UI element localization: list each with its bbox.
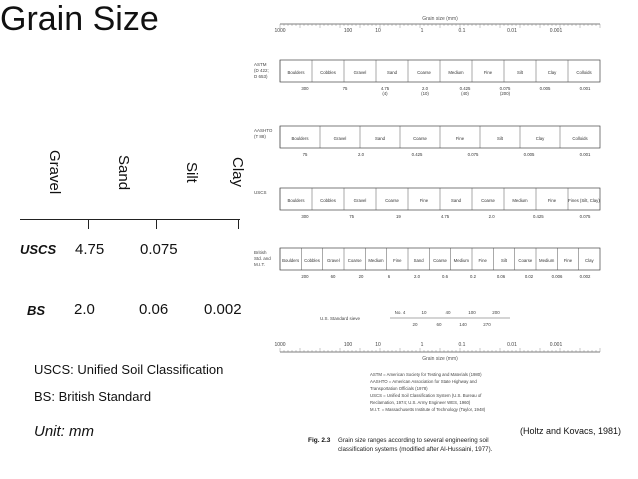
scale-tick-sand-silt	[156, 219, 157, 229]
system-cell-2-7: Medium	[512, 198, 528, 203]
system-cell-1-4: Fine	[455, 136, 465, 141]
system-limit-3-2: 20	[358, 274, 364, 279]
system-cell-0-5: Medium	[448, 70, 464, 75]
system-name-3: British	[254, 250, 267, 255]
figure-axis-title-bottom: Grain size (mm)	[422, 356, 458, 362]
system-limit-2-0: 300	[301, 214, 309, 219]
scale-label-sand: Sand	[115, 155, 132, 191]
slide-title: Grain Size	[0, 0, 159, 38]
system-limit-1-2: 0.425	[411, 152, 423, 157]
grain-size-figure	[250, 12, 610, 467]
sieve-bottom-2: 140	[459, 322, 467, 327]
unit-label: Unit: mm	[34, 423, 94, 440]
scale-tick-uscs-gravel-sand	[88, 219, 89, 229]
scale-tick-silt-clay	[238, 219, 239, 229]
figure-axis-tick-bottom: 100	[343, 342, 353, 348]
figure-legend-line-1: AASHTO = American Association for State Highway and	[370, 379, 477, 384]
system-limit-2-2: 19	[395, 214, 401, 219]
note-uscs: USCS: Unified Soil Classification	[34, 362, 224, 377]
system-limit-2-6: 0.075	[579, 214, 591, 219]
system-cell-3-6: Sand	[413, 258, 424, 263]
system-name-1: AASHTO	[254, 128, 273, 133]
sieve-bottom-1: 60	[436, 322, 442, 327]
citation: (Holtz and Kovacs, 1981)	[520, 426, 622, 436]
sieve-top-0: No. 4	[394, 310, 406, 315]
system-name-3: M.I.T.	[254, 262, 265, 267]
scale-axis	[20, 219, 240, 220]
system-limit-0-5: (200)	[499, 91, 511, 96]
system-cell-3-3: Coarse	[347, 258, 362, 263]
system-limit-2-4: 2.0	[488, 214, 495, 219]
figure-caption-line-2: classification systems (modified after Al-Hussaini, 1977).	[338, 446, 493, 453]
system-limit-0-0: 300	[301, 86, 309, 91]
figure-legend-line-3: USCS = Unified Soil Classification System (U.S. Bureau of	[370, 393, 482, 398]
system-cell-1-3: Coarse	[413, 136, 427, 141]
system-cell-2-2: Gravel	[353, 198, 367, 203]
figure-axis-tick-bottom: 10	[375, 342, 381, 348]
scale-label-gravel: Gravel	[46, 150, 63, 195]
figure-axis-title-top: Grain size (mm)	[422, 16, 458, 22]
sieve-top-2: 40	[445, 310, 451, 315]
system-cell-3-0: Boulders	[282, 258, 300, 263]
system-limit-0-2: 4.75	[380, 86, 390, 91]
system-limit-2-5: 0.425	[532, 214, 544, 219]
bs-value-2: 0.06	[139, 301, 169, 318]
row-label-uscs: USCS	[20, 242, 57, 257]
system-cell-0-1: Cobbles	[320, 70, 336, 75]
system-cell-1-5: Silt	[497, 136, 503, 141]
system-cell-1-6: Clay	[535, 136, 545, 141]
figure-axis-tick-bottom: 1	[420, 342, 424, 348]
figure-axis-tick-top: 1000	[274, 28, 286, 34]
figure-caption-line-1: Grain size ranges according to several engineering soil	[338, 437, 489, 444]
system-cell-2-9: Fines (Silt, Clay)	[568, 198, 600, 203]
system-cell-3-11: Coarse	[518, 258, 533, 263]
figure-legend-line-2: Transportation Officials (1978)	[370, 386, 428, 391]
uscs-value-1: 4.75	[75, 241, 105, 258]
system-limit-0-6: 0.005	[539, 86, 551, 91]
system-cell-1-7: Colloids	[572, 136, 588, 141]
system-cell-3-9: Fine	[478, 258, 487, 263]
system-cell-3-5: Fine	[393, 258, 402, 263]
system-cell-0-8: Clay	[547, 70, 557, 75]
figure-axis-tick-bottom: 0.1	[458, 342, 466, 348]
figure-axis-tick-bottom: 0.001	[549, 342, 563, 348]
system-limit-3-1: 60	[330, 274, 336, 279]
sieve-top-1: 10	[421, 310, 427, 315]
system-name-3: Std. and	[254, 256, 271, 261]
system-limit-1-1: 2.0	[358, 152, 364, 157]
row-label-bs: BS	[27, 303, 46, 318]
system-cell-0-2: Gravel	[353, 70, 367, 75]
system-cell-0-9: Colloids	[576, 70, 592, 75]
system-limit-0-1: 75	[342, 86, 348, 91]
scale-label-clay: Clay	[229, 157, 246, 188]
figure-axis-tick-top: 1	[420, 28, 424, 34]
system-cell-3-10: Silt	[501, 258, 507, 263]
system-limit-0-4: (40)	[461, 91, 469, 96]
sieve-top-3: 100	[468, 310, 476, 315]
system-cell-3-12: Medium	[539, 258, 555, 263]
system-cell-2-4: Fine	[419, 198, 429, 203]
system-limit-1-4: 0.005	[523, 152, 535, 157]
system-cell-3-8: Medium	[453, 258, 469, 263]
figure-axis-tick-bottom: 1000	[274, 342, 286, 348]
system-limit-3-3: 6	[387, 274, 391, 279]
system-limit-3-7: 0.06	[496, 274, 506, 279]
figure-legend-line-0: ASTM = American Society for Testing and Materials (1980)	[370, 372, 482, 377]
system-name-2: USCS	[254, 190, 267, 195]
system-cell-2-5: Sand	[450, 198, 462, 203]
sieve-bottom-0: 20	[412, 322, 418, 327]
system-name-0: ASTM	[254, 62, 267, 67]
system-cell-1-0: Boulders	[291, 136, 309, 141]
figure-axis-tick-bottom: 0.01	[507, 342, 517, 348]
sieve-bottom-3: 270	[483, 322, 491, 327]
system-limit-3-6: 0.2	[470, 274, 476, 279]
system-cell-0-6: Fine	[483, 70, 493, 75]
system-limit-0-7: 0.001	[579, 86, 591, 91]
system-cell-1-2: Sand	[374, 136, 386, 141]
system-cell-2-6: Coarse	[481, 198, 495, 203]
figure-axis-tick-top: 10	[375, 28, 381, 34]
system-cell-0-4: Coarse	[417, 70, 431, 75]
system-limit-2-1: 75	[349, 214, 355, 219]
system-limit-0-5: 0.075	[499, 86, 511, 91]
system-limit-3-10: 0.002	[579, 274, 591, 279]
bs-value-1: 2.0	[74, 301, 95, 318]
system-cell-3-7: Coarse	[433, 258, 447, 263]
figure-axis-tick-top: 0.1	[458, 28, 466, 34]
scale-label-silt: Silt	[183, 162, 200, 183]
system-limit-2-3: 4.75	[440, 214, 450, 219]
system-name-0: D 653)	[254, 74, 268, 79]
figure-svg	[250, 12, 610, 467]
system-name-0: (D 422;	[254, 68, 269, 73]
figure-axis-tick-top: 100	[343, 28, 353, 34]
system-cell-3-2: Gravel	[327, 258, 340, 263]
system-cell-1-1: Gravel	[333, 136, 347, 141]
system-cell-0-7: Silt	[517, 70, 523, 75]
system-cell-2-0: Boulders	[287, 198, 305, 203]
system-limit-3-0: 200	[301, 274, 309, 279]
figure-axis-tick-top: 0.01	[507, 28, 517, 34]
system-name-1: (T 88)	[254, 134, 266, 139]
figure-axis-tick-top: 0.001	[549, 28, 563, 34]
system-cell-3-1: Cobbles	[304, 258, 320, 263]
system-cell-2-3: Coarse	[385, 198, 399, 203]
system-cell-3-13: Fine	[563, 258, 573, 263]
system-limit-3-5: 0.6	[442, 274, 448, 279]
system-limit-0-4: 0.425	[459, 86, 471, 91]
system-limit-1-3: 0.075	[467, 152, 479, 157]
system-cell-3-4: Medium	[368, 258, 384, 263]
bs-value-3: 0.002	[204, 301, 242, 318]
system-limit-3-9: 0.006	[551, 274, 563, 279]
figure-caption-label: Fig. 2.3	[308, 437, 331, 444]
system-limit-3-8: 0.02	[524, 274, 534, 279]
system-cell-2-8: Fine	[547, 198, 557, 203]
note-bs: BS: British Standard	[34, 389, 152, 404]
system-limit-1-5: 0.001	[579, 152, 591, 157]
system-cell-0-0: Boulders	[287, 70, 305, 75]
system-limit-1-0: 75	[302, 152, 308, 157]
system-limit-0-3: (10)	[421, 91, 429, 96]
system-limit-0-3: 2.0	[422, 86, 428, 91]
system-cell-2-1: Cobbles	[320, 198, 336, 203]
uscs-value-2: 0.075	[140, 241, 178, 258]
system-limit-0-2: (4)	[382, 91, 388, 96]
sieve-label: U.S. Standard sieve	[320, 316, 361, 321]
system-cell-0-3: Sand	[386, 70, 398, 75]
sieve-top-4: 200	[492, 310, 500, 315]
system-cell-3-14: Clay	[585, 258, 594, 263]
figure-legend-line-5: M.I.T. = Massachusetts Institute of Technology (Taylor, 1948)	[370, 407, 486, 412]
figure-legend-line-4: Reclamation, 1974; U.S. Army Engineer WES, 1960)	[370, 400, 471, 405]
system-limit-3-4: 2.0	[414, 274, 420, 279]
